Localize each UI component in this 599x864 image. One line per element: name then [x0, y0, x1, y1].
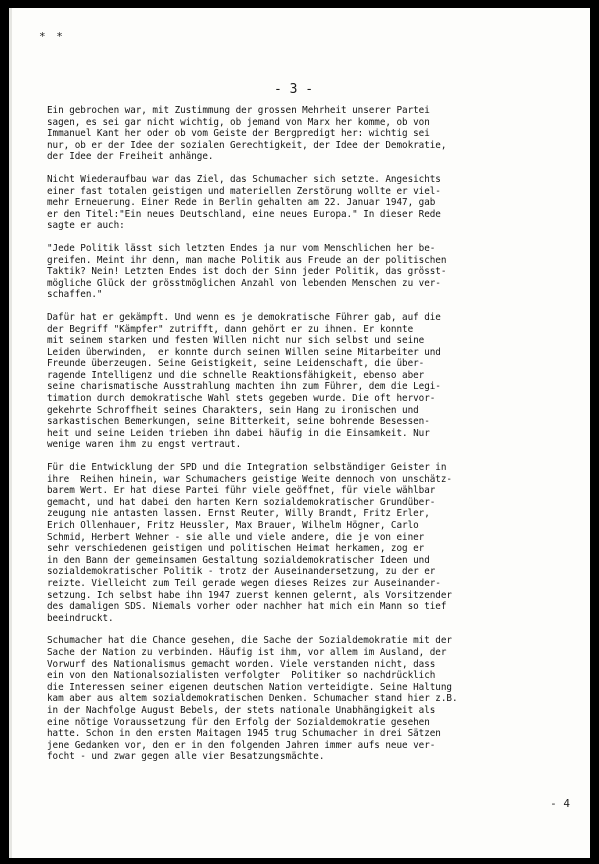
text-line: seine charismatische Ausstrahlung machten ihn zum Führer, dem die Legi- — [47, 381, 441, 393]
paragraph — [47, 462, 565, 624]
text-line: sagte er auch: — [47, 220, 125, 232]
text-line: reizte. Vielleicht zum Teil gerade wegen dieses Reizes zur Auseinander- — [47, 577, 441, 589]
text-line: Nicht Wiederaufbau war das Ziel, das Schumacher sich setzte. Angesichts — [47, 173, 441, 185]
text-line: focht - und zwar gegen alle vier Besatzungsmächte. — [47, 751, 325, 763]
text-line: beeindruckt. — [47, 612, 114, 624]
text-line: Freunde überzeugen. Seine Geistigkeit, seine Leidenschaft, die über- — [47, 358, 425, 370]
text-line: mögliche Glück der grösstmöglichen Anzahl von lebenden Menschen zu ver- — [47, 277, 441, 289]
text-line: sarkastischen Bemerkungen, seine Bitterkeit, seine bohrende Besessen- — [47, 416, 430, 428]
text-line: gekehrte Schroffheit seines Charakters, sein Hang zu ironischen und — [47, 404, 419, 416]
text-line: heit und seine Leiden trieben ihn dabei häufig in die Einsamkeit. Nur — [47, 427, 430, 439]
next-page-mark: - 4 — [550, 797, 570, 810]
text-line: Dafür hat er gekämpft. Und wenn es je demokratische Führer gab, auf die — [47, 311, 441, 323]
text-line: barem Wert. Er hat diese Partei führ viele geöffnet, für viele wählbar — [47, 485, 436, 497]
text-line: greifen. Meint ihr denn, man mache Politik aus Freude an der politischen — [47, 254, 447, 266]
text-line: sehr verschiedenen geistigen und politischen Heimat herkamen, zog er — [47, 543, 425, 555]
page-number: - 3 - — [274, 82, 314, 97]
text-line: der Idee der Freiheit anhänge. — [47, 151, 214, 163]
text-line: in der Nachfolge August Bebels, der stets nationale Unabhängigkeit als — [47, 704, 436, 716]
text-line: Erich Ollenhauer, Fritz Heussler, Max Brauer, Wilhelm Högner, Carlo — [47, 520, 419, 531]
text-line: Schumacher hat die Chance gesehen, die Sache der Sozialdemokratie mit der — [47, 635, 452, 647]
text-line: gemacht, und hat dabei den harten Kern sozialdemokratischer Grundüber- — [47, 496, 436, 508]
text-line: des damaligen SDS. Niemals vorher oder nachher hat mich ein Mann so tief — [47, 601, 447, 613]
text-line: wenige waren ihm zu engst vertraut. — [47, 439, 242, 451]
text-line: Schmid, Herbert Wehner - sie alle und viele andere, die je von einer — [47, 531, 425, 543]
text-line: ragende Intelligenz und die schnelle Reaktionsfähigkeit, ebenso aber — [47, 369, 425, 381]
text-line: er den Titel:"Ein neues Deutschland, eine neues Europa." In dieser Rede — [47, 208, 441, 220]
paragraph — [47, 312, 565, 451]
text-line: die Interessen seiner eigenen deutschen Nation verteidigte. Seine Haltung — [47, 681, 452, 693]
text-line: Leiden überwinden, er konnte durch seinen Willen seine Mitarbeiter und — [47, 346, 441, 358]
text-line: zeugung nie antasten lassen. Ernst Reuter, Willy Brandt, Fritz Erler, — [47, 508, 430, 520]
text-line: Ein gebrochen war, mit Zustimmung der grossen Mehrheit unserer Partei — [47, 105, 430, 116]
text-line: sagen, es sei gar nicht wichtig, ob jemand von Marx her komme, ob von — [47, 116, 430, 128]
text-line: setzung. Ich selbst habe ihn 1947 zuerst kennen gelernt, als Vorsitzender — [47, 589, 452, 601]
text-line: Vorwurf des Nationalismus gemacht worden. Viele verstanden nicht, dass — [47, 658, 436, 670]
text-line: der Begriff "Kämpfer" zutrifft, dann gehört er zu ihnen. Er konnte — [47, 323, 414, 335]
paragraph — [47, 174, 565, 232]
paragraph — [47, 635, 565, 763]
text-line: Für die Entwicklung der SPD und die Integration selbständiger Geister in — [47, 462, 447, 474]
paragraph — [47, 105, 565, 163]
text-line: ein von den Nationalsozialisten verfolgter Politiker so nachdrücklich — [47, 670, 436, 682]
page-edge-shadow — [9, 8, 12, 858]
text-line: in den Bann der gemeinsamen Gestaltung sozialdemokratischer Ideen und — [47, 554, 430, 566]
text-line: schaffen." — [47, 289, 103, 301]
document-body — [47, 105, 565, 774]
text-line: nur, ob er der Idee der sozialen Gerechtigkeit, der Idee der Demokratie, — [47, 139, 447, 151]
text-line: ihre Reihen hinein, war Schumachers geistige Weite dennoch von unschätz- — [47, 473, 452, 485]
text-line: Taktik? Nein! Letzten Endes ist doch der Sinn jeder Politik, das grösst- — [47, 266, 447, 278]
text-line: hatte. Schon in den ersten Maitagen 1945 trug Schumacher in drei Sätzen — [47, 728, 441, 740]
quoted-paragraph — [47, 243, 565, 301]
text-line: mit seinem starken und festen Willen nicht nur sich selbst und seine — [47, 335, 425, 347]
text-line: jene Gedanken vor, den er in den folgenden Jahren immer aufs neue ver- — [47, 739, 436, 751]
text-line: Immanuel Kant her oder ob vom Geiste der Bergpredigt her: wichtig sei — [47, 128, 430, 140]
text-line: sozialdemokratischer Politik - trotz der Auseinandersetzung, zu der er — [47, 566, 436, 578]
text-line: eine nötige Voraussetzung für den Erfolg der Sozialdemokratie gesehen — [47, 716, 430, 728]
text-line: "Jede Politik lässt sich letzten Endes ja nur vom Menschlichen her be- — [47, 242, 436, 254]
text-line: einer fast totalen geistigen und materiellen Zerstörung wollte er viel- — [47, 185, 441, 197]
text-line: kam aber aus altem sozialdemokratischen Denken. Schumacher stand hier z.B. — [47, 693, 458, 705]
text-line: timation durch demokratische Wahl stets gegeben wurde. Die oft hervor- — [47, 393, 436, 405]
corner-mark: * * — [39, 30, 65, 43]
text-line: Sache der Nation zu verbinden. Häufig ist ihm, vor allem im Ausland, der — [47, 646, 447, 658]
document-page — [9, 8, 590, 858]
text-line: mehr Erneuerung. Einer Rede in Berlin gehalten am 22. Januar 1947, gab — [47, 197, 436, 209]
